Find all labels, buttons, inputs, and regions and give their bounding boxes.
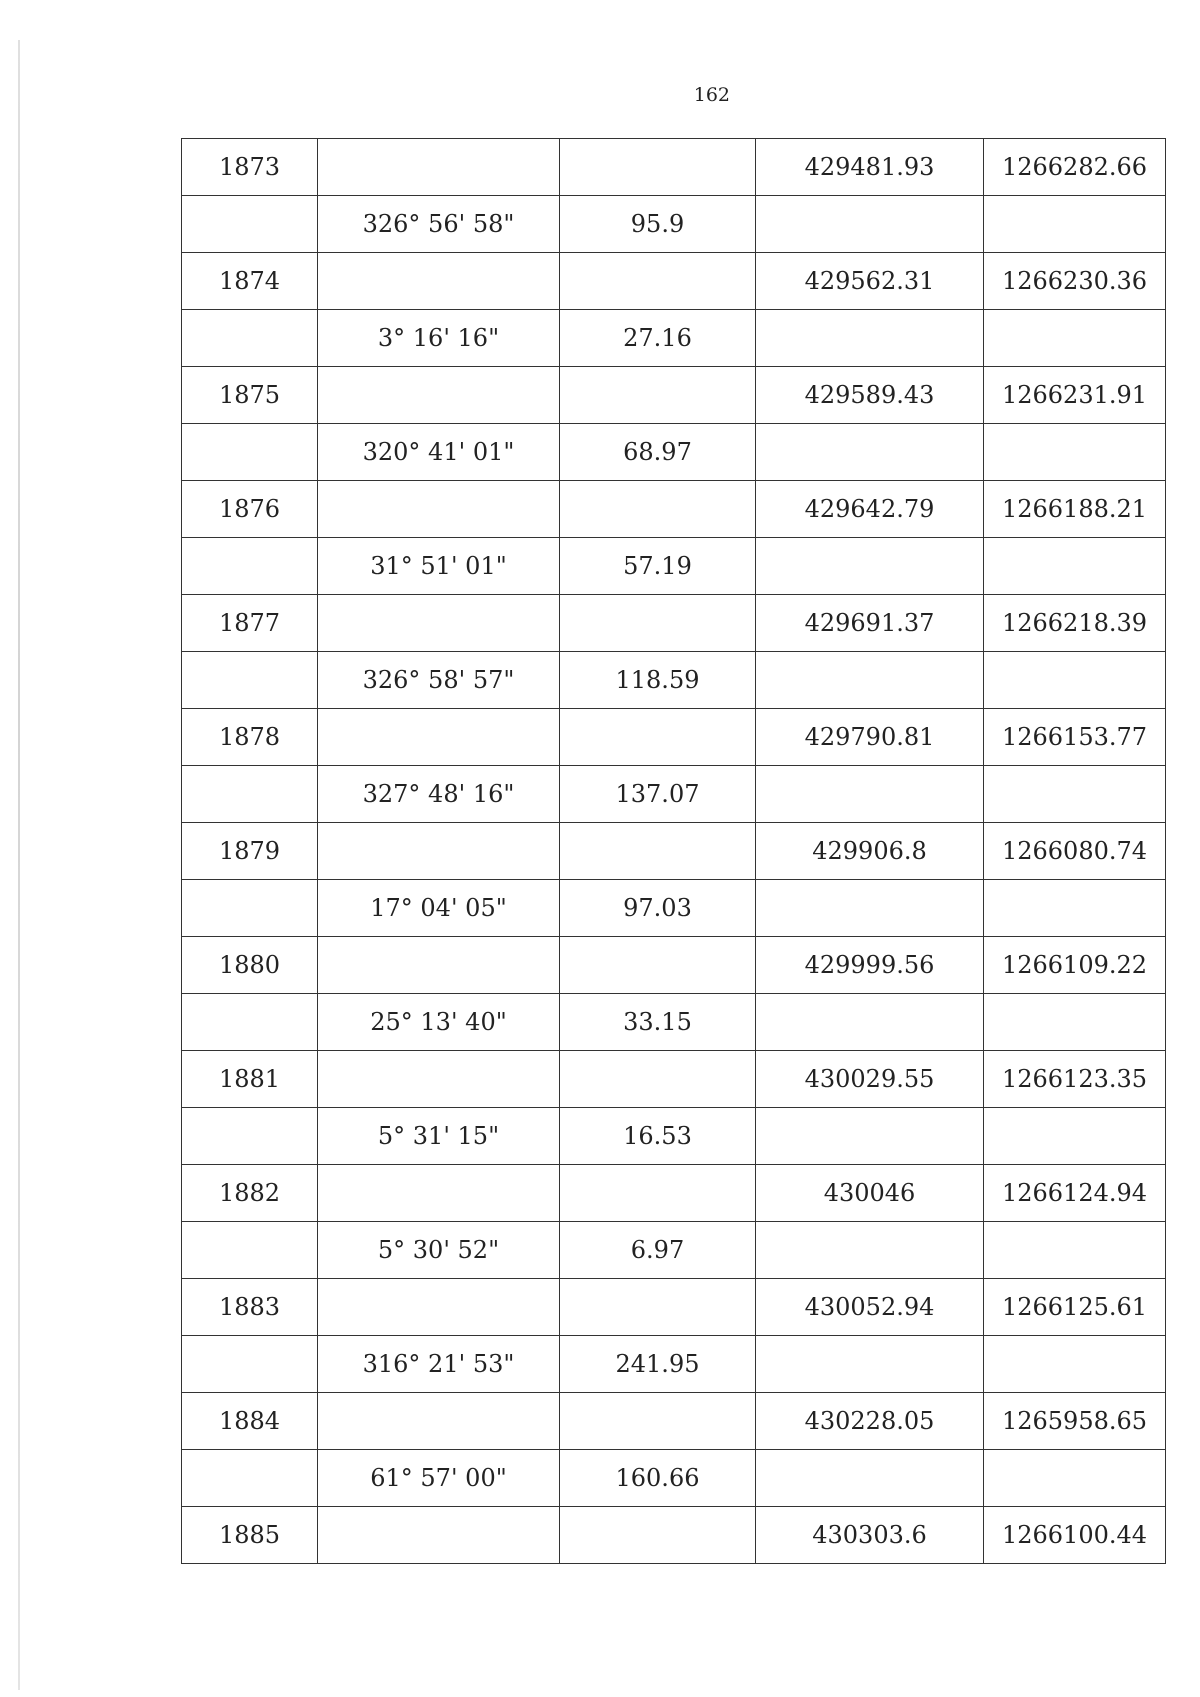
station-cell: 1876 (182, 481, 318, 538)
distance-cell: 57.19 (560, 538, 756, 595)
bearing-cell (318, 481, 560, 538)
easting-cell (984, 196, 1166, 253)
northing-cell: 430303.6 (756, 1507, 984, 1564)
station-cell: 1877 (182, 595, 318, 652)
distance-cell: 33.15 (560, 994, 756, 1051)
easting-cell: 1266231.91 (984, 367, 1166, 424)
northing-cell: 429691.37 (756, 595, 984, 652)
easting-cell (984, 310, 1166, 367)
bearing-cell (318, 1507, 560, 1564)
table-row (182, 538, 1166, 595)
bearing-cell (318, 139, 560, 196)
table-row (182, 1051, 1166, 1108)
bearing-cell: 25° 13' 40" (318, 994, 560, 1051)
distance-cell (560, 253, 756, 310)
survey-coordinates-table (181, 138, 1166, 1564)
northing-cell (756, 310, 984, 367)
bearing-cell (318, 595, 560, 652)
bearing-cell: 316° 21' 53" (318, 1336, 560, 1393)
station-cell (182, 1336, 318, 1393)
distance-cell (560, 139, 756, 196)
bearing-cell: 327° 48' 16" (318, 766, 560, 823)
easting-cell: 1266153.77 (984, 709, 1166, 766)
bearing-cell: 31° 51' 01" (318, 538, 560, 595)
station-cell: 1882 (182, 1165, 318, 1222)
easting-cell (984, 538, 1166, 595)
easting-cell (984, 880, 1166, 937)
bearing-cell (318, 253, 560, 310)
table-row (182, 595, 1166, 652)
table-row (182, 1393, 1166, 1450)
easting-cell (984, 766, 1166, 823)
northing-cell (756, 196, 984, 253)
northing-cell: 430052.94 (756, 1279, 984, 1336)
easting-cell (984, 424, 1166, 481)
distance-cell: 241.95 (560, 1336, 756, 1393)
easting-cell: 1266218.39 (984, 595, 1166, 652)
table-row (182, 310, 1166, 367)
northing-cell: 429642.79 (756, 481, 984, 538)
bearing-cell (318, 709, 560, 766)
table-body (182, 139, 1166, 1564)
table-row (182, 766, 1166, 823)
bearing-cell: 326° 56' 58" (318, 196, 560, 253)
station-cell (182, 196, 318, 253)
northing-cell (756, 1450, 984, 1507)
easting-cell (984, 1450, 1166, 1507)
easting-cell: 1266188.21 (984, 481, 1166, 538)
bearing-cell: 61° 57' 00" (318, 1450, 560, 1507)
bearing-cell (318, 1393, 560, 1450)
easting-cell: 1266109.22 (984, 937, 1166, 994)
northing-cell: 429999.56 (756, 937, 984, 994)
station-cell: 1873 (182, 139, 318, 196)
distance-cell (560, 823, 756, 880)
distance-cell: 137.07 (560, 766, 756, 823)
northing-cell (756, 1336, 984, 1393)
bearing-cell: 5° 30' 52" (318, 1222, 560, 1279)
scan-edge-line (18, 40, 20, 1690)
bearing-cell (318, 1165, 560, 1222)
northing-cell: 430029.55 (756, 1051, 984, 1108)
distance-cell: 16.53 (560, 1108, 756, 1165)
station-cell (182, 1222, 318, 1279)
table-row (182, 1450, 1166, 1507)
table-row (182, 367, 1166, 424)
distance-cell (560, 937, 756, 994)
distance-cell (560, 595, 756, 652)
station-cell (182, 766, 318, 823)
easting-cell: 1266282.66 (984, 139, 1166, 196)
table-row (182, 1507, 1166, 1564)
station-cell: 1881 (182, 1051, 318, 1108)
bearing-cell: 320° 41' 01" (318, 424, 560, 481)
page-number: 162 (693, 84, 730, 106)
station-cell: 1878 (182, 709, 318, 766)
station-cell (182, 1108, 318, 1165)
station-cell: 1883 (182, 1279, 318, 1336)
northing-cell: 429481.93 (756, 139, 984, 196)
table-row (182, 652, 1166, 709)
table-row (182, 1222, 1166, 1279)
distance-cell (560, 1279, 756, 1336)
distance-cell: 68.97 (560, 424, 756, 481)
table-row (182, 709, 1166, 766)
easting-cell (984, 1222, 1166, 1279)
easting-cell: 1266123.35 (984, 1051, 1166, 1108)
northing-cell: 429906.8 (756, 823, 984, 880)
distance-cell: 6.97 (560, 1222, 756, 1279)
table-row (182, 1336, 1166, 1393)
station-cell (182, 538, 318, 595)
distance-cell (560, 1165, 756, 1222)
northing-cell: 430228.05 (756, 1393, 984, 1450)
northing-cell: 429790.81 (756, 709, 984, 766)
northing-cell: 430046 (756, 1165, 984, 1222)
station-cell (182, 310, 318, 367)
station-cell: 1885 (182, 1507, 318, 1564)
northing-cell (756, 880, 984, 937)
bearing-cell: 326° 58' 57" (318, 652, 560, 709)
northing-cell (756, 994, 984, 1051)
northing-cell (756, 652, 984, 709)
northing-cell (756, 538, 984, 595)
table-row (182, 823, 1166, 880)
station-cell: 1879 (182, 823, 318, 880)
bearing-cell: 3° 16' 16" (318, 310, 560, 367)
table-row (182, 937, 1166, 994)
bearing-cell (318, 1279, 560, 1336)
table-row (182, 139, 1166, 196)
bearing-cell: 5° 31' 15" (318, 1108, 560, 1165)
station-cell (182, 880, 318, 937)
bearing-cell (318, 367, 560, 424)
station-cell (182, 1450, 318, 1507)
distance-cell (560, 1393, 756, 1450)
easting-cell (984, 1108, 1166, 1165)
bearing-cell (318, 823, 560, 880)
table-row (182, 994, 1166, 1051)
easting-cell: 1266230.36 (984, 253, 1166, 310)
easting-cell: 1265958.65 (984, 1393, 1166, 1450)
northing-cell (756, 766, 984, 823)
station-cell (182, 652, 318, 709)
station-cell (182, 994, 318, 1051)
distance-cell (560, 367, 756, 424)
easting-cell (984, 652, 1166, 709)
table-row (182, 481, 1166, 538)
station-cell: 1875 (182, 367, 318, 424)
table-row (182, 1279, 1166, 1336)
northing-cell (756, 1222, 984, 1279)
station-cell (182, 424, 318, 481)
northing-cell: 429589.43 (756, 367, 984, 424)
northing-cell (756, 424, 984, 481)
distance-cell (560, 481, 756, 538)
northing-cell: 429562.31 (756, 253, 984, 310)
distance-cell: 118.59 (560, 652, 756, 709)
table-row (182, 196, 1166, 253)
northing-cell (756, 1108, 984, 1165)
table-row (182, 880, 1166, 937)
distance-cell: 97.03 (560, 880, 756, 937)
easting-cell: 1266124.94 (984, 1165, 1166, 1222)
bearing-cell: 17° 04' 05" (318, 880, 560, 937)
table-row (182, 424, 1166, 481)
easting-cell (984, 994, 1166, 1051)
station-cell: 1884 (182, 1393, 318, 1450)
easting-cell: 1266080.74 (984, 823, 1166, 880)
easting-cell: 1266100.44 (984, 1507, 1166, 1564)
distance-cell (560, 1051, 756, 1108)
table-row (182, 1108, 1166, 1165)
distance-cell (560, 1507, 756, 1564)
bearing-cell (318, 1051, 560, 1108)
distance-cell: 160.66 (560, 1450, 756, 1507)
easting-cell (984, 1336, 1166, 1393)
distance-cell (560, 709, 756, 766)
station-cell: 1874 (182, 253, 318, 310)
easting-cell: 1266125.61 (984, 1279, 1166, 1336)
table-row (182, 253, 1166, 310)
bearing-cell (318, 937, 560, 994)
distance-cell: 95.9 (560, 196, 756, 253)
table-row (182, 1165, 1166, 1222)
station-cell: 1880 (182, 937, 318, 994)
distance-cell: 27.16 (560, 310, 756, 367)
